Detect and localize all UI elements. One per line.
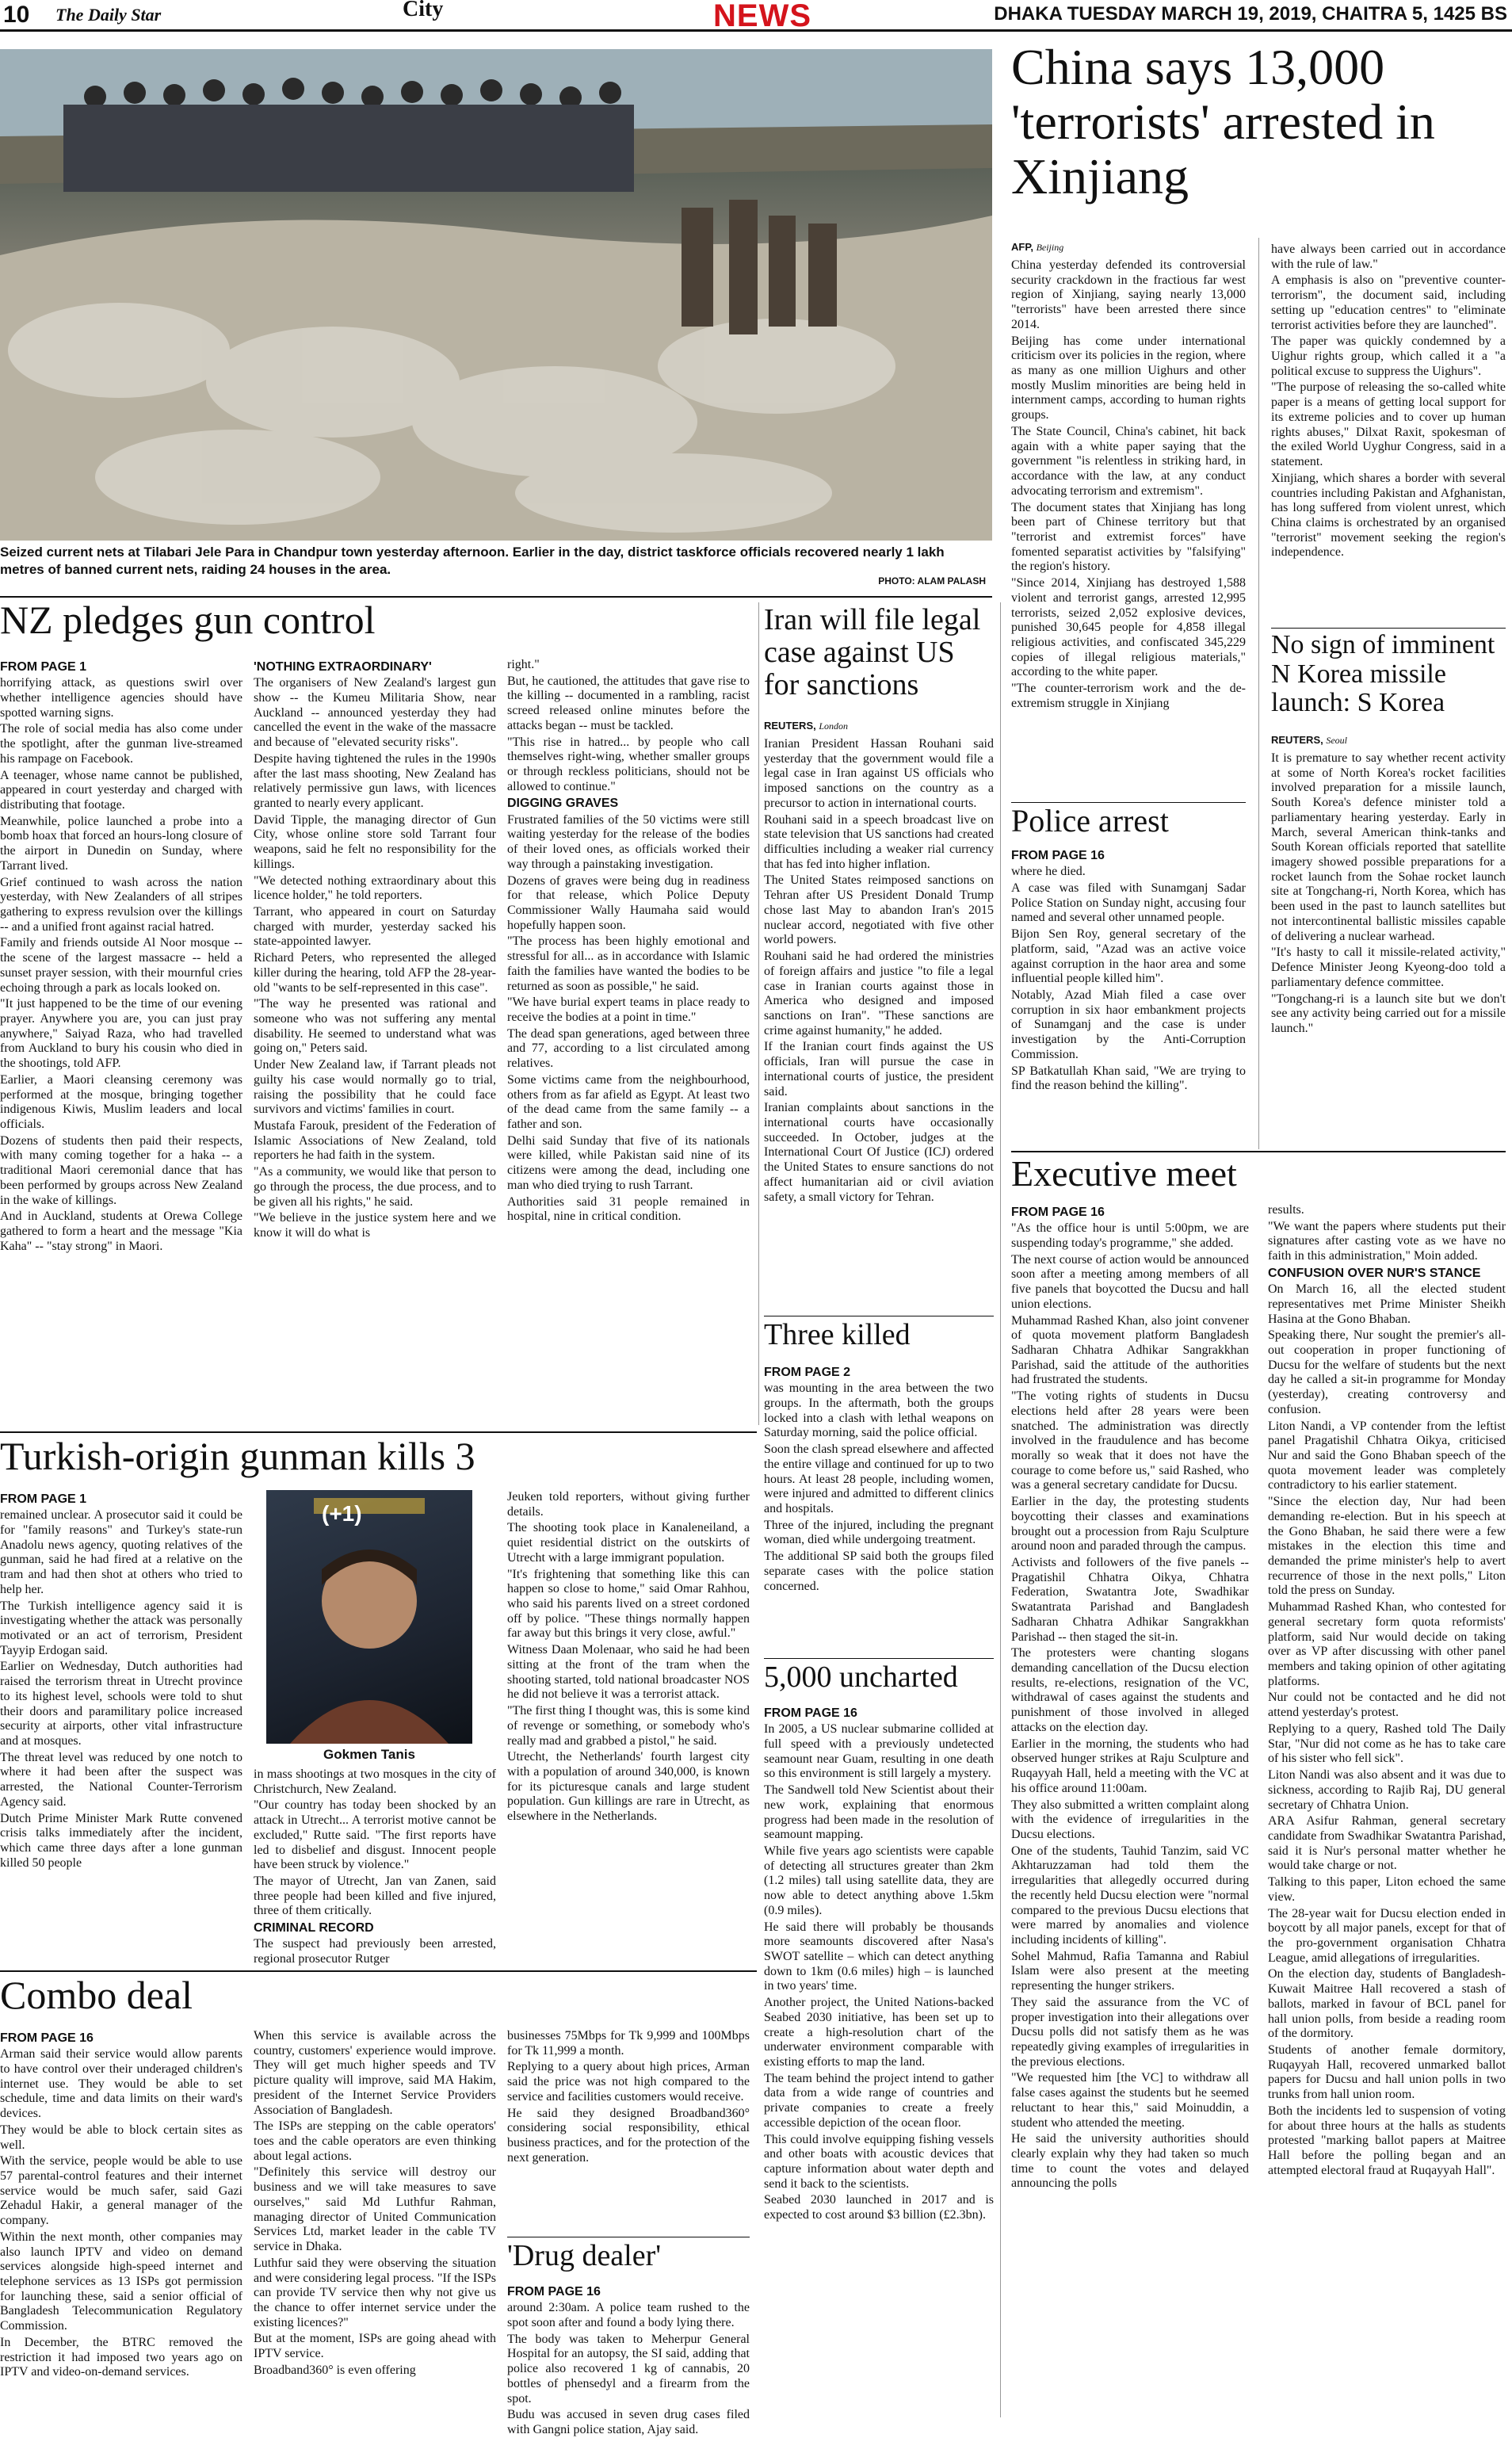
drug-headline: 'Drug dealer' <box>507 2239 662 2272</box>
article-paragraph: "We believe in the justice system here and we know it will do what is <box>254 1211 496 1240</box>
divider <box>764 1658 994 1659</box>
drug-col-1 <box>507 2283 750 2436</box>
article-paragraph: "We detected nothing extraordinary about this licence holder," he told reporters. <box>254 873 496 903</box>
article-paragraph: The ISPs are stepping on the cable operators' toes and the cable operators are even thinking about legal actions. <box>254 2119 496 2163</box>
article-paragraph: Witness Daan Molenaar, who said he had been sitting at the front of the tram when the shooting started, told national broadcaster NOS he did not believe it was a terrorist attack. <box>507 1643 750 1702</box>
article-paragraph: The organisers of New Zealand's largest gun show -- the Kumeu Militaria Show, near Auckland -- announced yesterday they had cancelled the event in the wake of the massacre and because of "elevated security risks". <box>254 676 496 750</box>
exec-headline: Executive meet <box>1011 1153 1237 1194</box>
article-paragraph: "Since the election day, Nur had been demanding re-election. But in his speech at the Gono Bhaban, he said there were a few mistakes in the election this time and demanded the prime minister's help to avert recurrence of those in the next polls," Liton told the press on Sunday. <box>1268 1495 1506 1598</box>
article-paragraph: remained unclear. A prosecutor said it could be for "family reasons" and Turkey's state-run Anadolu news agency, quoting relatives of the gunman, said he had fired at a relative on the tram and had then shot at others who tried to help her. <box>0 1508 242 1596</box>
article-paragraph: "This rise in hatred... by people who call themselves right-wing, whether smaller groups or through reckless politicians, should not be allowed to continue." <box>507 735 750 793</box>
article-paragraph: "As the office hour is until 5:00pm, we are suspending today's programme," she added. <box>1011 1221 1249 1250</box>
article-paragraph: In 2005, a US nuclear submarine collided at full speed with a previously undetected seamount near Guam, resulting in one death so this environment is still largely a mystery. <box>764 1722 994 1781</box>
article-paragraph: He said they designed Broadband360° considering social responsibility, ethical business practices, and for the protection of the next generation. <box>507 2106 750 2165</box>
article-paragraph: Replying to a query about high prices, Arman said the price was not high compared to the service and facilities customers would receive. <box>507 2060 750 2104</box>
article-paragraph: Talking to this paper, Liton echoed the same view. <box>1268 1875 1506 1904</box>
article-paragraph: Soon the clash spread elsewhere and affected the entire village and continued for up to two hours. At least 28 people, including women, were injured and admitted to different clinics and hospitals. <box>764 1443 994 1515</box>
article-paragraph: On the election day, students of Bangladesh-Kuwait Maitree Hall recovered a stash of ballots, marked in favour of BCL panel for hall union polls, from beside a reading room of the dormitory. <box>1268 1967 1506 2041</box>
article-paragraph: Muhammad Rashed Khan, also joint convener of quota movement platform Bangladesh Sadharan Chhatra Adhikar Sangrakkhan Parishad, said the attitude of the authorities had frustrated the students. <box>1011 1313 1249 1387</box>
article-paragraph: The shooting took place in Kanaleneiland, a quiet residential district on the outskirts of Utrecht with a large immigrant population. <box>507 1521 750 1565</box>
from-page-label: FROM PAGE 16 <box>1011 849 1105 862</box>
article-paragraph: ARA Asifur Rahman, general secretary candidate from Swadhikar Swatantra Parishad, said it is Nur's personal matter whether he would take charge or not. <box>1268 1814 1506 1873</box>
article-paragraph: Both the incidents led to suspension of voting for about three hours at the halls as students protested "marking ballot papers at Maitree Hall before the polling began and an attempted electoral fraud at Ruqayyah Hall". <box>1268 2104 1506 2177</box>
turkish-photo-caption: Gokmen Tanis <box>323 1747 415 1762</box>
article-paragraph: They also submitted a written complaint along with the evidence of irregularities in the Ducsu elections. <box>1011 1798 1249 1841</box>
korea-byline: REUTERS, Seoul <box>1271 734 1348 746</box>
section-label: City <box>403 0 444 21</box>
article-paragraph: But at the moment, ISPs are going ahead with IPTV service. <box>254 2332 496 2361</box>
article-paragraph: He said the university authorities should clearly explain why they had taken so much time to count the votes and delayed announcing the polls <box>1011 2132 1249 2191</box>
article-paragraph: "The first thing I thought was, this is some kind of revenge or something, or somebody who's really mad and grabbed a pistol," he said. <box>507 1704 750 1748</box>
article-paragraph: Muhammad Rashed Khan, who contested for general secretary form quota reformists' platform, said Nur would decide on taking over as VP after discussing with other panel members and taking opinion of other agitating platforms. <box>1268 1600 1506 1688</box>
article-paragraph: Authorities said 31 people remained in hospital, nine in critical condition. <box>507 1194 750 1224</box>
top-photo <box>0 49 992 541</box>
article-paragraph: Family and friends outside Al Noor mosque -- the scene of the largest massacre -- held a sunset prayer session, with their mournful cries echoing through a park as locals looked on. <box>0 936 242 995</box>
article-paragraph: This could involve equipping fishing vessels and other boats with acoustic devices that capture information about water depth and send it back to the scientists. <box>764 2132 994 2191</box>
article-paragraph: With the service, people would be able to use 57 parental-control features and their internet service would be much safer, said Gazi Zehadul Hakir, a general manager of the company. <box>0 2154 242 2228</box>
article-paragraph: Dozens of graves were being dug in readiness for that release, which Police Deputy Commissioner Wally Haumaha said would hopefully happen soon. <box>507 873 750 932</box>
divider <box>758 602 759 1425</box>
article-paragraph: "Tongchang-ri is a launch site but we don't see any activity being carried out for a missile launch." <box>1271 992 1506 1035</box>
article-paragraph: results. <box>1268 1203 1304 1217</box>
divider <box>1271 628 1506 629</box>
article-paragraph: Tarrant, who appeared in court on Saturday charged with murder, yesterday sacked his state-appointed lawyer. <box>254 904 496 949</box>
article-paragraph: Another project, the United Nations-backed Seabed 2030 initiative, has been set up to create a high-resolution chart of the underwater environment comparable with existing efforts to map the land. <box>764 1996 994 2069</box>
dateline: DHAKA TUESDAY MARCH 19, 2019, CHAITRA 5, 1425 BS <box>994 3 1507 25</box>
article-paragraph: Liton Nandi was also absent and it was due to sickness, according to Rajib Raj, DU general secretary of Chhatra Union. <box>1268 1768 1506 1812</box>
article-paragraph: Seabed 2030 launched in 2017 and is expected to cost around $3 billion (£2.3bn). <box>764 2193 994 2222</box>
article-paragraph: Bijon Sen Roy, general secretary of the platform, said, "Azad was an active voice against corruption in the haor area and some influential people killed him". <box>1011 927 1246 986</box>
article-paragraph: "We have burial expert teams in place ready to receive the bodies at a point in time." <box>507 995 750 1024</box>
divider <box>0 1431 757 1433</box>
photo-overlay-label: (+1) <box>322 1501 362 1526</box>
article-paragraph: Budu was accused in seven drug cases filed with Gangni police station, Ajay said. <box>507 2408 750 2436</box>
article-paragraph: Mustafa Farouk, president of the Federation of Islamic Associations of New Zealand, told reporters he had faith in the system. <box>254 1119 496 1163</box>
combo-col-1 <box>0 2029 242 2421</box>
korea-headline: No sign of imminent N Korea missile launch: S Korea <box>1271 630 1495 718</box>
article-paragraph: The 28-year wait for Ducsu election ended in boycott by all major panels, except for that of the pro-government organisation Chhatra League, amid allegations of irregularities. <box>1268 1906 1506 1965</box>
article-paragraph: Rouhani said he had ordered the ministries of foreign affairs and justice "to file a legal case in Iranian courts against those in America who designed and imposed sanctions on Iran". "These sanctions are crime against humanity," he added. <box>764 950 994 1037</box>
article-paragraph: Sohel Mahmud, Rafia Tamanna and Rabiul Islam were also present at the meeting representing the hunger strikers. <box>1011 1949 1249 1993</box>
article-paragraph: Utrecht, the Netherlands' fourth largest city with a population of around 340,000, is known for its picturesque canals and large student population. Gun killings are rare in Utrecht, as elsewhere in the Netherlands. <box>507 1750 750 1824</box>
turkish-col-2 <box>254 1767 496 1966</box>
iran-col-1 <box>764 737 994 1311</box>
exec-col-1 <box>1011 1203 1249 2420</box>
article-paragraph: Dutch Prime Minister Mark Rutte convened crisis talks immediately after the incident, which came three days after a lone gunman killed 50 people <box>0 1811 242 1870</box>
turkish-headline: Turkish-origin gunman kills 3 <box>0 1434 475 1478</box>
article-paragraph: Speaking there, Nur sought the premier's all-out cooperation in proper functioning of Ducsu for the welfare of students but the next day he called a sit-in programme for Monday (yesterday), creating controversy and confusion. <box>1268 1328 1506 1416</box>
china-col-1 <box>1011 258 1246 799</box>
article-paragraph: Broadband360° is even offering <box>254 2363 416 2377</box>
police-col-1 <box>1011 846 1246 1148</box>
police-headline: Police arrest <box>1011 803 1169 839</box>
article-paragraph: "Definitely this service will destroy our business and we will take measures to save ourselves," said Md Luthfur Rahman, managing director of United Communication Services Ltd, market leader in the cable TV service in Dhaka. <box>254 2165 496 2254</box>
nz-col-1 <box>0 658 242 1428</box>
article-paragraph: The protesters were chanting slogans demanding cancellation of the Ducsu election results, re-elections, resignation of the VC, withdrawal of cases against the students and punishment of those involved in alleged attacks on the election day. <box>1011 1646 1249 1734</box>
article-paragraph: where he died. <box>1011 865 1086 879</box>
article-paragraph: Rouhani said in a speech broadcast live on state television that US sanctions had created difficulties including a weaker rial currency that has fed into higher inflation. <box>764 812 994 871</box>
article-paragraph: The team behind the project intend to gather data from a wide range of countries and private companies to create a freely accessible depiction of the ocean floor. <box>764 2071 994 2130</box>
article-paragraph: The next course of action would be announced soon after a meeting among members of all five panels that boycotted the Ducsu and hall union elections. <box>1011 1252 1249 1311</box>
article-paragraph: Liton Nandi, a VP contender from the leftist panel Pragatishil Chhatra Oikya, criticised Nur and said the Gono Bhaban speech of the quota movement leader was completely contradictory to his earlier statement. <box>1268 1419 1506 1492</box>
article-paragraph: In December, the BTRC removed the restriction it had imposed two years ago on IPTV and video-on-demand services. <box>0 2335 242 2379</box>
article-paragraph: If the Iranian court finds against the US officials, Iran will pursue the case in international courts of justice, the president said. <box>764 1040 994 1099</box>
article-paragraph: And in Auckland, students at Orewa College gathered to form a heart and the message "Kia Kaha" -- "stay strong" in Maori. <box>0 1209 242 1253</box>
article-paragraph: "As a community, we would like that person to go through the process, the due process, and to be given all his rights," he said. <box>254 1165 496 1209</box>
from-page-label: FROM PAGE 16 <box>0 2031 94 2045</box>
photo-crowd-illustration <box>0 49 992 541</box>
article-paragraph: The threat level was reduced by one notch to where it had been after the suspect was arrested, the National Counter-Terrorism Agency said. <box>0 1750 242 1809</box>
article-paragraph: They said the assurance from the VC of proper investigation into their allegations over Ducsu polls did not satisfy them as he was repeatedly giving examples of irregularities in the previous elections. <box>1011 1995 1249 2069</box>
photo-caption-block <box>0 544 992 591</box>
turkish-col-3 <box>507 1490 750 1966</box>
article-paragraph: Xinjiang, which shares a border with several countries including Pakistan and Afghanistan, has long suffered from violent unrest, which China claims is orchestrated by an organised "terrorist" movement seeking the region's independence. <box>1271 471 1506 560</box>
article-paragraph: "The purpose of releasing the so-called white paper is a means of getting local support for its extreme policies and to cover up human rights abuses," Dilxat Raxit, spokesman of the exiled World Uyghur Congress, said in a statement. <box>1271 380 1506 469</box>
article-paragraph: Despite having tightened the rules in the 1990s after the last mass shooting, New Zealand has relatively permissive gun laws, with licences granted to nearly every applicant. <box>254 751 496 810</box>
nz-headline: NZ pledges gun control <box>0 598 376 642</box>
article-paragraph: Students of another female dormitory, Ruqayyah Hall, recovered unmarked ballot papers for Ducsu and hall union polls in two trunks from hall union room. <box>1268 2043 1506 2102</box>
article-paragraph: "Our country has today been shocked by an attack in Utrecht... A terrorist motive cannot be excluded," Rutte said. "The first reports have led to disbelief and disgust. Innocent people have been struck by violence." <box>254 1798 496 1872</box>
article-paragraph: He said there will probably be thousands more seamounts discovered after Nasa's SWOT satellite – which can detect anything down to 1km (0.6 miles) high – is launched in two years' time. <box>764 1920 994 1993</box>
article-paragraph: was mounting in the area between the two groups. In the aftermath, both the groups locked into a clash with lethal weapons on Saturday morning, said the police official. <box>764 1381 994 1440</box>
article-paragraph: "It's hasty to call it missile-related activity," Defence Minister Jeong Kyeong-doo told a parliamentary defence committee. <box>1271 946 1506 989</box>
article-paragraph: Luthfur said they were observing the situation and were considering legal process. "If the ISPs can provide TV service then why not give us the chance to offer internet service under the existing licences?" <box>254 2256 496 2329</box>
article-paragraph: The suspect had previously been arrested, regional prosecutor Rutger <box>254 1937 496 1966</box>
iran-headline: Iran will file legal case against US for sanctions <box>764 603 981 702</box>
article-paragraph: It is premature to say whether recent activity at some of North Korea's rocket facilities involved preparation for a missile launch, South Korea's defence minister told a parliamentary hearing yesterday. Early in March, several American think-tanks and South Korean officials reported that satellite imagery showed possible preparations for a rocket launch from the Sohae rocket launch site at Tongchang-ri, North Korea, which has been used in the past to launch satellites but not intercontinental ballistic missiles capable of delivering a nuclear warhead. <box>1271 751 1506 943</box>
unch-col-1 <box>764 1704 994 2417</box>
article-paragraph: The Sandwell told New Scientist about their new work, explaining that enormous progress had been made in the resolution of seamount mapping. <box>764 1783 994 1842</box>
article-paragraph: "It's frightening that something like this can happen so close to home," said Omar Rahhou, who said his parents lived on a street cordoned off by police. "These things normally happen far away but this brings it very close, awful." <box>507 1567 750 1641</box>
article-paragraph: The document states that Xinjiang has long been part of Chinese territory but that "terrorist and extremist forces" have fomented separatist activities by "falsifying" the region's history. <box>1011 500 1246 574</box>
china-col-2 <box>1271 243 1506 623</box>
article-paragraph: Delhi said Sunday that five of its nationals were killed, while Pakistan said nine of its citizens were among the dead, including one man who died trying to rush Tarrant. <box>507 1133 750 1192</box>
article-paragraph: "Since 2014, Xinjiang has destroyed 1,588 violent and terrorist gangs, arrested 12,995 terrorists, seized 2,052 explosive devices, punished 30,645 people for 4,858 illegal religious activities, and confiscated 345,229 copies of illegal religious materials," according to the white paper. <box>1011 576 1246 679</box>
article-paragraph: Under New Zealand law, if Tarrant pleads not guilty his case would normally go to trial, raising the possibility that he could face survivors and victims' families in court. <box>254 1058 496 1117</box>
article-paragraph: When this service is available across the country, customers' experience would improve. They will get much higher speeds and TV picture quality will improve, said MA Hakim, president of the Internet Service Providers Association of Bangladesh. <box>254 2029 496 2117</box>
article-paragraph: Earlier, a Maori cleansing ceremony was performed at the mosque, bringing together indigenous Kiwis, Muslim leaders and local officials. <box>0 1072 242 1132</box>
article-paragraph: Beijing has come under international criticism over its policies in the region, where as many as one million Uighurs and other mostly Muslim minorities are being held in internment camps, according to human rights groups. <box>1011 334 1246 422</box>
article-paragraph: "The way he presented was rational and someone who was not suffering any mental disability. He seemed to understand what was going on," Peters said. <box>254 997 496 1056</box>
article-paragraph: David Tipple, the managing director of Gun City, whose online store sold Tarrant four weapons, said he felt no responsibility for the killings. <box>254 812 496 871</box>
article-paragraph: The body was taken to Meherpur General Hospital for an autopsy, the SI said, adding that police also recovered 1 kg of cannabis, 20 bottles of phensedyl and a firearm from the spot. <box>507 2332 750 2406</box>
turkish-col-1 <box>0 1490 242 1966</box>
article-paragraph: But, he cautioned, the attitudes that gave rise to the killing -- documented in a rambling, racist screed released online minutes before the attacks began -- must be tackled. <box>507 674 750 732</box>
article-paragraph: Nur could not be contacted and he did not attend yesterday's protest. <box>1268 1691 1506 1720</box>
article-paragraph: in mass shootings at two mosques in the city of Christchurch, New Zealand. <box>254 1767 496 1796</box>
article-paragraph: horrifying attack, as questions swirl over whether intelligence agencies should have spotted warning signs. <box>0 676 242 720</box>
article-paragraph: "The process has been highly emotional and stressful for all... as in accordance with Islamic faith the families have wanted the bodies to be returned as soon as possible," he said. <box>507 934 750 993</box>
masthead: The Daily Star <box>55 5 162 25</box>
article-paragraph: A teenager, whose name cannot be published, appeared in court yesterday and charged with distributing that footage. <box>0 768 242 812</box>
article-paragraph: around 2:30am. A police team rushed to the spot soon after and found a body lying there. <box>507 2301 750 2329</box>
nz-col-2 <box>254 658 496 1428</box>
photo-caption: Seized current nets at Tilabari Jele Para in Chandpur town yesterday afternoon. Earlier in the day, district taskforce officials recovered nearly 1 lakh metres of banned current nets, raiding 24 houses in the area. <box>0 545 945 578</box>
from-page-label: FROM PAGE 1 <box>0 660 87 674</box>
article-paragraph: Earlier on Wednesday, Dutch authorities had raised the terrorism threat in Utrecht province to its highest level, schools were told to shut their doors and paramilitary police increased security at airports, other vital infrastructure and at mosques. <box>0 1660 242 1748</box>
article-paragraph: Earlier in the morning, the students who had observed hunger strikes at Raju Sculpture and Ruqayyah Hall, held a meeting with the VC at his office around 11:00am. <box>1011 1737 1249 1795</box>
article-paragraph: Notably, Azad Miah filed a case over corruption in six haor embankment projects of Sunamganj and the case is under investigation by the Anti-Corruption Commission. <box>1011 988 1246 1061</box>
photo-credit: PHOTO: ALAM PALASH <box>878 575 986 587</box>
combo-col-2 <box>254 2029 496 2421</box>
combo-col-3 <box>507 2029 750 2235</box>
article-paragraph: businesses 75Mbps for Tk 9,999 and 100Mbps for Tk 11,999 a month. <box>507 2029 750 2058</box>
article-paragraph: "We requested him [the VC] to withdraw all false cases against the students but he seemed reluctant to hear this," said Moinuddin, a student who attended the meeting. <box>1011 2071 1249 2130</box>
article-paragraph: Replying to a query, Rashed told The Daily Star, "Nur did not come as he has to take care of his sister who fell sick". <box>1268 1722 1506 1766</box>
article-paragraph: Iranian President Hassan Rouhani said yesterday that the government would file a legal case in Iran against US officials who imposed sanctions on the country as a precursor to action in international courts. <box>764 737 994 810</box>
article-paragraph: The State Council, China's cabinet, hit back again with a white paper saying that the government "is relentless in striking hard, in accordance with the law, at any conduct advocating terrorism and extremism". <box>1011 424 1246 498</box>
article-paragraph: The paper was quickly condemned by a Uighur rights group, which called it a "a political excuse to suppress the Uighurs". <box>1271 334 1506 378</box>
article-paragraph: Frustrated families of the 50 victims were still waiting yesterday for the release of the bodies of their loved ones, as officials worked their way through a painstaking investigation. <box>507 812 750 871</box>
article-paragraph: Grief continued to wash across the nation yesterday, with New Zealanders of all stripes gathering to express revulsion over the killings -- and a unified front against racial hatred. <box>0 875 242 934</box>
article-paragraph: "We want the papers where students put their signatures after casting vote as we have no faith in this administration," Moin added. <box>1268 1219 1506 1263</box>
article-paragraph: The United States reimposed sanctions on Tehran after US President Donald Trump chose last May to abandon Iran's 2015 nuclear accord, negotiated with five other world powers. <box>764 873 994 947</box>
three-col-1 <box>764 1363 994 1653</box>
exec-col-2 <box>1268 1203 1506 2420</box>
from-page-label: FROM PAGE 1 <box>0 1492 87 1506</box>
three-headline: Three killed <box>764 1318 911 1351</box>
article-paragraph: 'NOTHING EXTRAORDINARY' <box>254 660 432 674</box>
from-page-label: FROM PAGE 2 <box>764 1366 851 1379</box>
article-paragraph: Within the next month, other companies may also launch IPTV and video on demand services alongside high-speed internet and telephone services as 13 ISPs got permission for launching these, said a senior official of Bangladesh Telecommunication Regulatory Commission. <box>0 2230 242 2333</box>
article-paragraph: The Turkish intelligence agency said it is investigating whether the attack was personally motivated or an act of terrorism, President Tayyip Erdogan said. <box>0 1599 242 1657</box>
article-paragraph: China yesterday defended its controversial security crackdown in the fractious far west region of Xinjiang, saying nearly 13,000 "terrorists" have been arrested there since 2014. <box>1011 258 1246 331</box>
article-paragraph: While five years ago scientists were capable of detecting all structures greater than 2km (1.2 miles) tall using satellite data, they are now able to detect anything above 1.5km (0.9 miles). <box>764 1844 994 1917</box>
article-paragraph: "It just happened to be the time of our evening prayer. Anywhere you are, you can just pray anywhere," Saiyad Raza, who had travelled from Auckland to bury his cousin who died in the shootings, told AFP. <box>0 997 242 1071</box>
article-paragraph: On March 16, all the elected student representatives met Prime Minister Sheikh Hasina at the Gono Bhaban. <box>1268 1282 1506 1326</box>
article-paragraph: The role of social media has also come under the spotlight, after the gunman live-streamed his rampage on Facebook. <box>0 722 242 766</box>
article-paragraph: "The counter-terrorism work and the de-extremism struggle in Xinjiang <box>1011 682 1246 710</box>
page-header <box>0 0 1512 32</box>
article-paragraph: The mayor of Utrecht, Jan van Zanen, said three people had been killed and five injured, three of them critically. <box>254 1874 496 1918</box>
article-paragraph: Iranian complaints about sanctions in the international courts have occasionally succeeded. In October, judges at the International Court Of Justice (ICJ) ordered the United States to ensure sanctions do not affect humanitarian aid or civil aviation safety, a small victory for Tehran. <box>764 1101 994 1204</box>
china-byline: AFP, Beijing <box>1011 241 1064 253</box>
article-paragraph: Three of the injured, including the pregnant woman, died while undergoing treatment. <box>764 1518 994 1547</box>
article-paragraph: Richard Peters, who represented the alleged killer during the hearing, told AFP the 28-year-old "wants to be self-represented in this case". <box>254 951 496 995</box>
article-paragraph: have always been carried out in accordance with the rule of law." <box>1271 243 1506 271</box>
article-paragraph: SP Batkatullah Khan said, "We are trying to find the reason behind the killing". <box>1011 1064 1246 1093</box>
article-paragraph: Dozens of students then paid their respects, with many coming together for a haka -- a traditional Maori ceremonial dance that has been performed by groups across New Zealand in the wake of killings. <box>0 1133 242 1207</box>
page-number: 10 <box>3 2 30 28</box>
article-paragraph: Meanwhile, police launched a probe into a bomb hoax that forced an hours-long closure of the airport in Dunedin on Sunday, where Tarrant lived. <box>0 814 242 873</box>
article-paragraph: Activists and followers of the five panels -- Pragatishil Chhatra Oikya, Chhatra Federation, Swatantra Jote, Swadhikar Swatantrata Parishad and Bangladesh Sadharan Chhatra Adhikar Sangrakkhan Parishad -- then staged the sit-in. <box>1011 1556 1249 1644</box>
china-headline: China says 13,000 'terrorists' arrested in Xinjiang <box>1011 39 1435 205</box>
divider <box>1011 1151 1506 1152</box>
article-paragraph: CRIMINAL RECORD <box>254 1921 374 1935</box>
article-paragraph: right." <box>507 658 540 671</box>
photo-portrait-illustration <box>266 1490 472 1744</box>
article-paragraph: CONFUSION OVER NUR'S STANCE <box>1268 1266 1481 1280</box>
article-paragraph: Some victims came from the neighbourhood, others from as far afield as Egypt. At least two of the dead came from the same family -- a father and son. <box>507 1072 750 1132</box>
turkish-photo <box>266 1490 472 1744</box>
news-label: NEWS <box>713 0 811 33</box>
from-page-label: FROM PAGE 16 <box>507 2285 601 2299</box>
article-paragraph: One of the students, Tauhid Tanzim, said VC Akhtaruzzaman had told them the irregularities that allegedly occurred during the recently held Ducsu election were "normal compared to the previous Ducsu elections that were marred by anomalies and violence including incidents of killing". <box>1011 1844 1249 1947</box>
article-paragraph: The dead span generations, aged between three and 77, according to a list circulated among relatives. <box>507 1026 750 1071</box>
article-paragraph: A case was filed with Sunamganj Sadar Police Station on Sunday night, accusing four named and several other unnamed people. <box>1011 881 1246 925</box>
from-page-label: FROM PAGE 16 <box>1011 1206 1105 1219</box>
nz-col-3 <box>507 658 750 1428</box>
combo-headline: Combo deal <box>0 1973 193 2017</box>
divider <box>1258 238 1259 1149</box>
article-paragraph: Jeuken told reporters, without giving further details. <box>507 1490 750 1519</box>
divider <box>1000 602 1001 2417</box>
article-paragraph: The additional SP said both the groups filed separate cases with the police station concerned. <box>764 1550 994 1593</box>
article-paragraph: Arman said their service would allow parents to have control over their underaged children's internet use. They would be able to set schedule, time and data limits on their ward's devices. <box>0 2047 242 2121</box>
korea-col-1 <box>1271 751 1506 1132</box>
article-paragraph: DIGGING GRAVES <box>507 797 619 811</box>
divider <box>0 1970 757 1972</box>
article-paragraph: A emphasis is also on "preventive counter-terrorism", the document said, including setting up "education centres" to "eliminate terrorist activities before they are launched". <box>1271 273 1506 332</box>
iran-byline: REUTERS, London <box>764 720 849 732</box>
article-paragraph: They would be able to block certain sites as well. <box>0 2123 242 2152</box>
unch-headline: 5,000 uncharted <box>764 1660 958 1694</box>
article-paragraph: "The voting rights of students in Ducsu elections held after 28 years were been snatched. The administration was directly involved in the fraudulence and has become morally so weak that it does not have the courage to come before us," said Rashed, who was a general secretary candidate for Ducsu. <box>1011 1389 1249 1492</box>
article-paragraph: Earlier in the day, the protesting students boycotting their classes and examinations brought out a procession from Raju Sculpture around noon and paraded through the campus. <box>1011 1495 1249 1553</box>
from-page-label: FROM PAGE 16 <box>764 1706 857 1720</box>
